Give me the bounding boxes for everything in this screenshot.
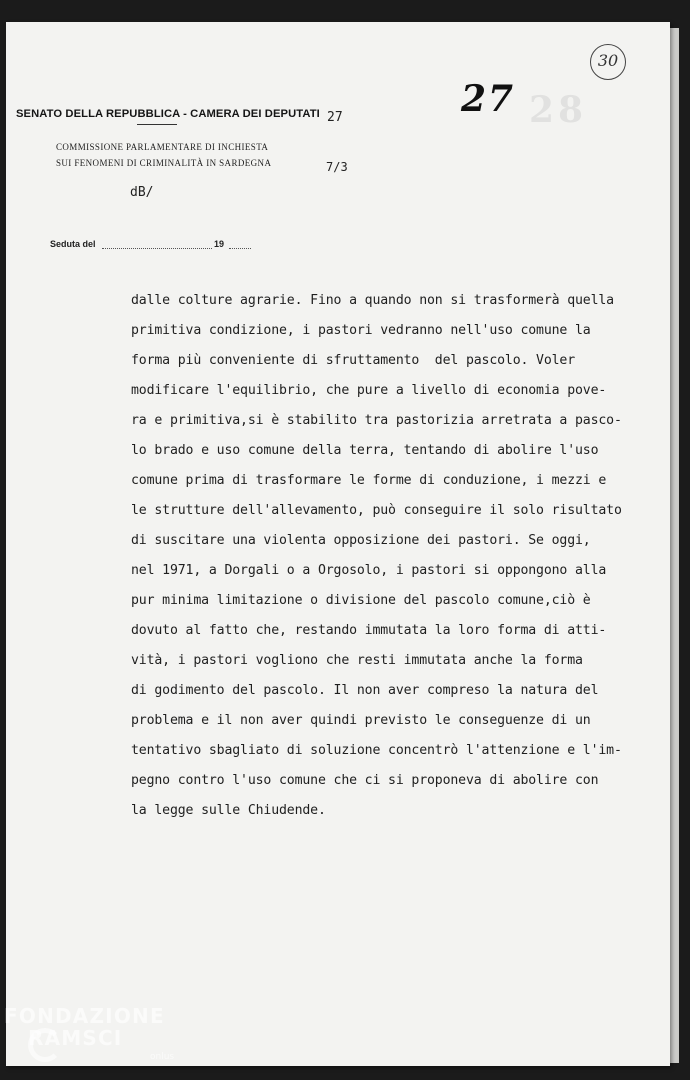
body-text bbox=[131, 286, 622, 826]
seduta-year-line bbox=[229, 247, 251, 249]
typist-initials: dB/ bbox=[130, 185, 154, 200]
text-line: nel 1971, a Dorgali o a Orgosolo, i pastori si oppongono alla bbox=[131, 563, 607, 578]
watermark-line1: FONDAZIONE bbox=[4, 1004, 165, 1028]
text-line: la legge sulle Chiudende. bbox=[131, 803, 326, 818]
seduta-date-line bbox=[102, 247, 212, 249]
text-line: primitiva condizione, i pastori vedranno nell'uso comune la bbox=[131, 323, 591, 338]
text-line: comune prima di trasformare le forme di conduzione, i mezzi e bbox=[131, 473, 607, 488]
text-line: vità, i pastori vogliono che resti immutata anche la forma bbox=[131, 653, 583, 668]
text-line: le strutture dell'allevamento, può conseguire il solo risultato bbox=[131, 503, 622, 518]
watermark-onlus: onlus bbox=[150, 1052, 175, 1062]
text-line: dovuto al fatto che, restando immutata la loro forma di atti- bbox=[131, 623, 607, 638]
document-page bbox=[6, 22, 670, 1066]
seduta-year: 19 bbox=[214, 239, 225, 249]
typed-reference: 7/3 bbox=[326, 160, 348, 174]
text-line: dalle colture agrarie. Fino a quando non si trasformerà quella bbox=[131, 293, 614, 308]
text-line: modificare l'equilibrio, che pure a livello di economia pove- bbox=[131, 383, 607, 398]
handwritten-number: 27 bbox=[461, 78, 516, 120]
letterhead-rule bbox=[137, 124, 177, 125]
text-line: pegno contro l'uso comune che ci si proponeva di abolire con bbox=[131, 773, 599, 788]
text-line: tentativo sbagliato di soluzione concentrò l'attenzione e l'im- bbox=[131, 743, 622, 758]
seduta-label: Seduta del bbox=[50, 239, 96, 249]
letterhead-subtitle-line: SUI FENOMENI DI CRIMINALITÀ IN SARDEGNA bbox=[56, 158, 272, 168]
text-line: ra e primitiva,si è stabilito tra pastorizia arretrata a pasco- bbox=[131, 413, 622, 428]
typed-page-number: 27 bbox=[327, 110, 343, 125]
text-line: di godimento del pascolo. Il non aver compreso la natura del bbox=[131, 683, 599, 698]
text-line: pur minima limitazione o divisione del pascolo comune,ciò è bbox=[131, 593, 591, 608]
letterhead-subtitle-line: COMMISSIONE PARLAMENTARE DI INCHIESTA bbox=[56, 142, 269, 152]
text-line: lo brado e uso comune della terra, tentando di abolire l'uso bbox=[131, 443, 599, 458]
letterhead-title: SENATO DELLA REPUBBLICA - CAMERA DEI DEPUTATI bbox=[16, 108, 320, 120]
fondazione-gramsci-watermark bbox=[4, 1004, 184, 1074]
circled-page-number: 30 bbox=[590, 44, 626, 80]
letterhead-subtitle bbox=[56, 139, 271, 171]
watermark-line2: RAMSCI bbox=[28, 1026, 123, 1050]
text-line: problema e il non aver quindi previsto le conseguenze di un bbox=[131, 713, 591, 728]
bleed-through-number: 28 bbox=[529, 89, 588, 131]
text-line: forma più conveniente di sfruttamento del pascolo. Voler bbox=[131, 353, 576, 368]
text-line: di suscitare una violenta opposizione dei pastori. Se oggi, bbox=[131, 533, 591, 548]
